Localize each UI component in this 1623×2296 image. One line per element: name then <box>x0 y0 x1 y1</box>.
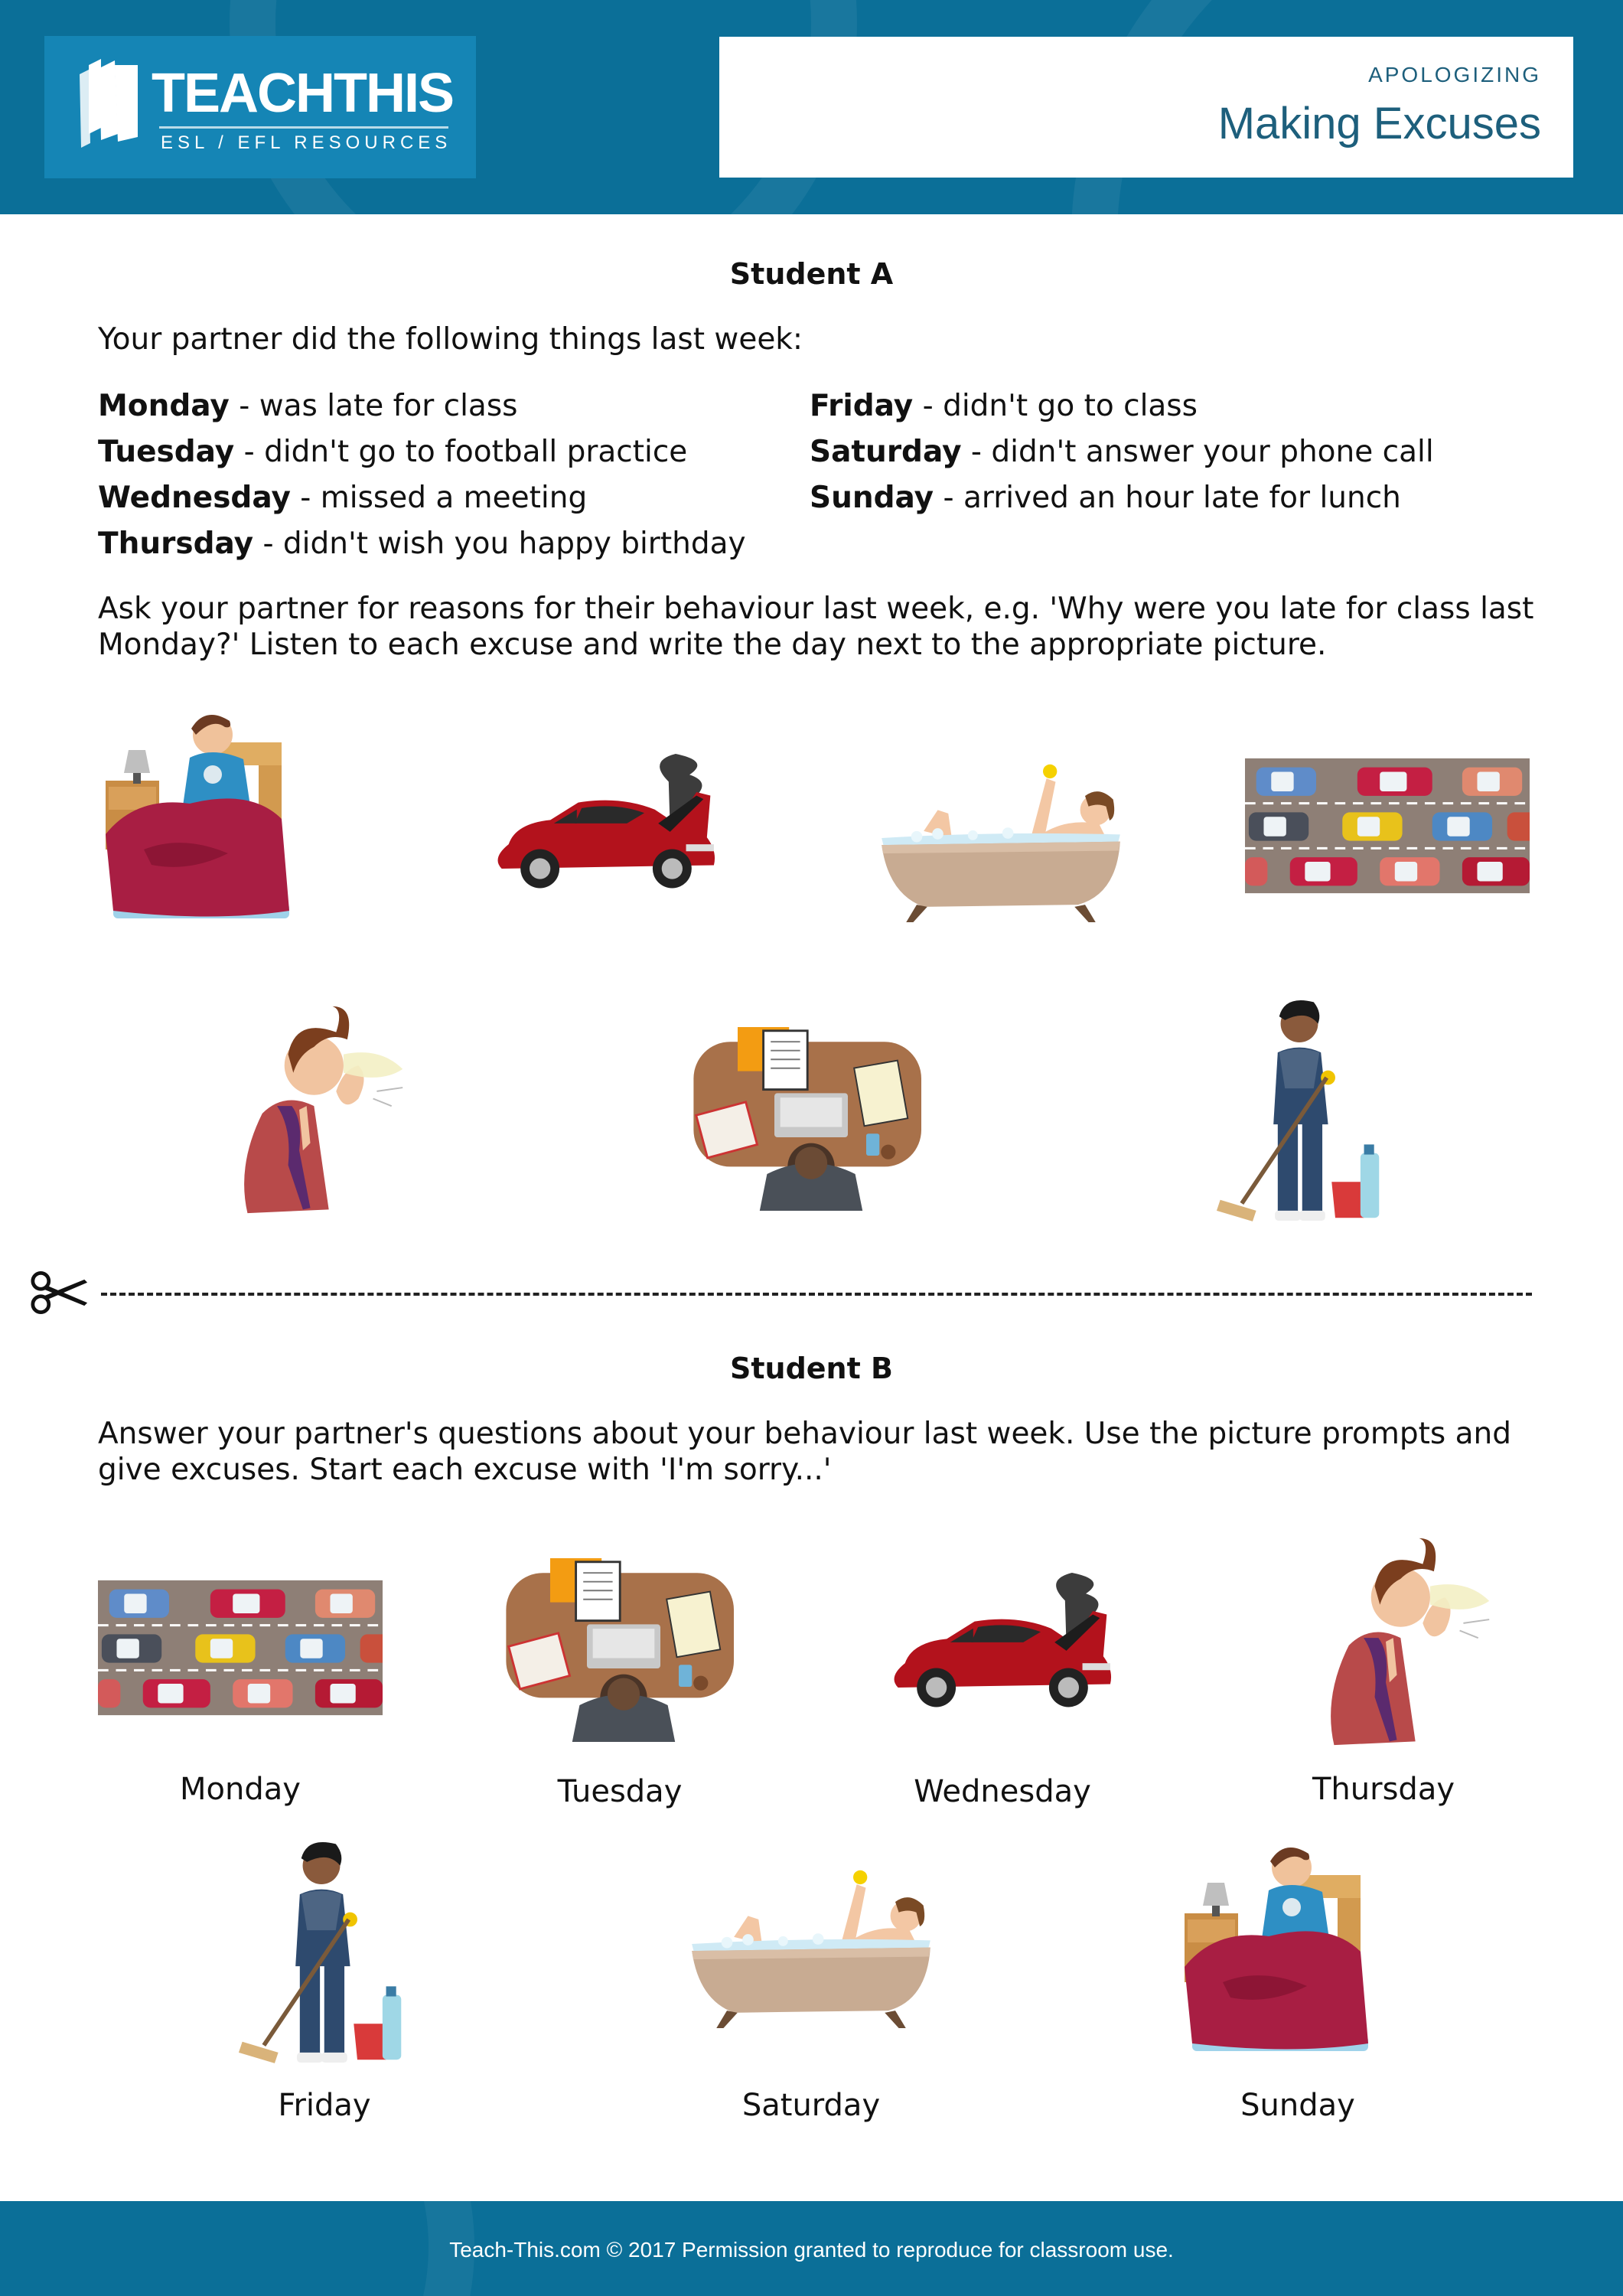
sneezing-man-picture <box>230 1003 413 1217</box>
day-item-friday: Friday - didn't go to class <box>810 389 1198 423</box>
topic-category: APOLOGIZING <box>1368 63 1541 86</box>
student-a-heading: Student A <box>729 257 894 291</box>
logo[interactable] <box>44 36 476 178</box>
cut-line <box>101 1293 1532 1296</box>
instruction-line: give excuses. Start each excuse with 'I'm sorry...' <box>98 1453 832 1487</box>
logo-subtitle: ESL / EFL RESOURCES <box>161 132 452 153</box>
cleaning-picture <box>1207 995 1391 1232</box>
traffic-jam-picture <box>98 1580 383 1716</box>
sick-in-bed-picture <box>1177 1837 1422 2082</box>
broken-down-car-picture <box>872 1573 1133 1726</box>
student-b-instructions <box>98 1416 1537 1488</box>
picture-caption-sunday: Sunday <box>1240 2088 1355 2123</box>
busy-desk-picture <box>505 1558 742 1742</box>
sick-in-bed-picture <box>98 704 343 949</box>
logo-name: TEACHTHIS <box>152 63 453 124</box>
cleaning-picture <box>230 1837 413 2074</box>
scissors-icon <box>31 1270 89 1315</box>
worksheet-title: Making Excuses <box>1217 99 1541 148</box>
bath-picture <box>863 754 1139 922</box>
busy-desk-picture <box>693 1027 930 1211</box>
header-banner <box>0 0 1623 214</box>
copyright-notice: Teach-This.com © 2017 Permission granted to reproduce for classroom use. <box>449 2238 1174 2262</box>
broken-down-car-picture <box>476 754 736 907</box>
student-a-instructions <box>98 591 1537 663</box>
traffic-jam-picture <box>1245 758 1530 894</box>
day-item-thursday: Thursday - didn't wish you happy birthday <box>98 527 746 561</box>
title-panel <box>719 37 1573 178</box>
instruction-line: Monday?' Listen to each excuse and write the day next to the appropriate picture. <box>98 628 1327 662</box>
picture-caption-wednesday: Wednesday <box>914 1774 1091 1809</box>
day-item-wednesday: Wednesday - missed a meeting <box>98 481 588 515</box>
picture-caption-monday: Monday <box>180 1772 301 1807</box>
day-item-sunday: Sunday - arrived an hour late for lunch <box>810 481 1401 515</box>
picture-caption-saturday: Saturday <box>741 2088 881 2123</box>
day-item-monday: Monday - was late for class <box>98 389 518 423</box>
instruction-line: Answer your partner's questions about your behaviour last week. Use the picture prompts and <box>98 1417 1511 1451</box>
picture-caption-friday: Friday <box>278 2088 371 2123</box>
picture-caption-thursday: Thursday <box>1312 1772 1455 1807</box>
day-item-tuesday: Tuesday - didn't go to football practice <box>98 435 688 469</box>
picture-caption-tuesday: Tuesday <box>557 1774 683 1809</box>
sneezing-man-picture <box>1316 1534 1500 1749</box>
footer-banner <box>0 2201 1623 2296</box>
student-b-heading: Student B <box>730 1352 893 1385</box>
book-logo-icon <box>78 57 141 149</box>
day-item-saturday: Saturday - didn't answer your phone call <box>810 435 1434 469</box>
logo-divider <box>159 126 448 129</box>
instruction-line: Ask your partner for reasons for their behaviour last week, e.g. 'Why were you late for class last <box>98 592 1534 626</box>
student-a-intro: Your partner did the following things last week: <box>98 322 803 357</box>
bath-picture <box>673 1860 949 2028</box>
